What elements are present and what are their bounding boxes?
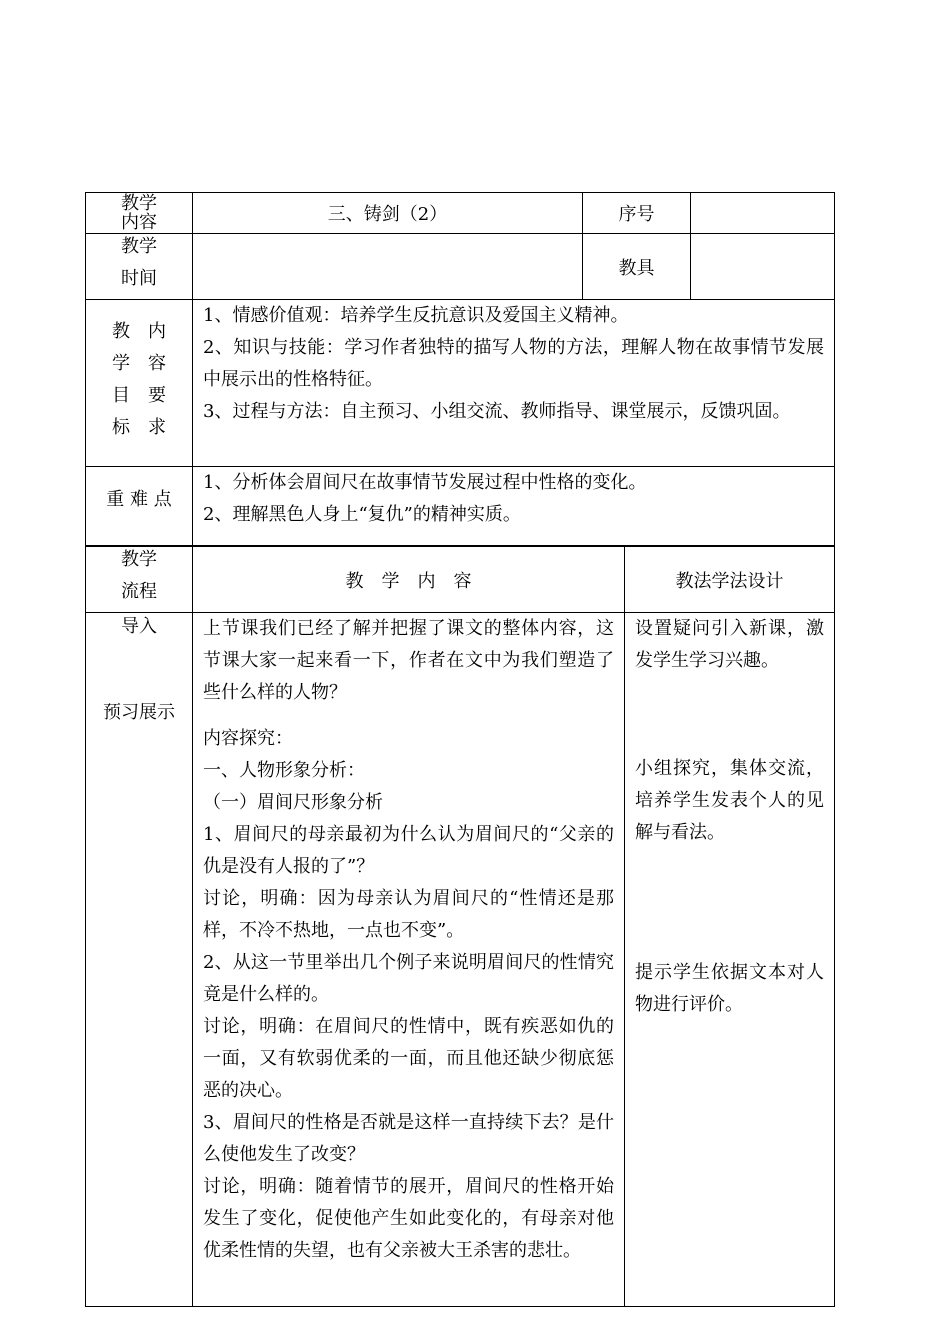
content-cell	[193, 613, 625, 1307]
paragraph-gap	[203, 709, 614, 723]
seq-value	[691, 193, 835, 234]
content-label-cell	[86, 193, 193, 234]
content-paragraph: （一）眉间尺形象分析	[203, 792, 383, 813]
method-note-2: 小组探究，集体交流，培养学生发表个人的见解与看法。	[635, 758, 824, 843]
stage-preview: 预习展示	[103, 702, 175, 723]
goals-label-cell	[86, 300, 193, 467]
goal-3: 3、过程与方法：自主预习、小组交流、教师指导、课堂展示，反馈巩固。	[203, 401, 791, 422]
content-paragraph: 讨论，明确：随着情节的展开，眉间尺的性格开始发生了变化，促使他产生如此变化的，有母亲对他优柔性情的失望，也有父亲被大王杀害的悲壮。	[203, 1176, 614, 1261]
content-paragraph: 讨论，明确：在眉间尺的性情中，既有疾恶如仇的一面，又有软弱优柔的一面，而且他还缺少彻底惩恶的决心。	[203, 1016, 614, 1101]
difficulty-2: 2、理解黑色人身上“复仇”的精神实质。	[203, 504, 521, 525]
goal-1: 1、情感价值观：培养学生反抗意识及爱国主义精神。	[203, 305, 629, 326]
time-value	[193, 234, 583, 300]
goals-col2-3: 求	[148, 417, 166, 438]
method-note-1: 设置疑问引入新课，激发学生学习兴趣。	[635, 618, 824, 671]
seq-label: 序号	[583, 193, 691, 234]
content-label: 教学内容	[121, 193, 157, 233]
method-cell	[625, 613, 835, 1307]
lesson-body-table	[85, 546, 835, 1307]
content-paragraph: 1、眉间尺的母亲最初为什么认为眉间尺的“父亲的仇是没有人报的了”？	[203, 824, 614, 877]
content-paragraph: 2、从这一节里举出几个例子来说明眉间尺的性情究竟是什么样的。	[203, 952, 614, 1005]
goals-col2-2: 要	[148, 385, 166, 406]
goals-col1-2: 目	[112, 385, 130, 406]
lesson-title: 三、铸剑（2）	[193, 193, 583, 234]
goals-col1-0: 教	[112, 321, 130, 342]
flow-label-cell	[86, 547, 193, 613]
content-paragraph: 内容探究：	[203, 728, 293, 749]
goal-2: 2、知识与技能：学习作者独特的描写人物的方法，理解人物在故事情节发展中展示出的性格特征。	[203, 337, 824, 390]
stage-intro: 导入	[121, 616, 157, 637]
stage-cell	[86, 613, 193, 1307]
method-note-3: 提示学生依据文本对人物进行评价。	[635, 962, 824, 1015]
time-label-1: 教学	[121, 235, 157, 257]
goals-col1-1: 学	[112, 353, 130, 374]
tools-value	[691, 234, 835, 300]
method-header: 教法学法设计	[625, 547, 835, 613]
flow-label-2: 流程	[121, 580, 157, 602]
content-paragraph: 3、眉间尺的性格是否就是这样一直持续下去？是什么使他发生了改变？	[203, 1112, 614, 1165]
lesson-header-table	[85, 192, 835, 546]
difficulty-cell	[193, 467, 835, 546]
difficulty-label: 重 难 点	[86, 467, 193, 546]
content-paragraph: 讨论，明确：因为母亲认为眉间尺的“性情还是那样，不冷不热地，一点也不变”。	[203, 888, 614, 941]
difficulty-1: 1、分析体会眉间尺在故事情节发展过程中性格的变化。	[203, 472, 647, 493]
goals-cell	[193, 300, 835, 467]
time-label-2: 时间	[121, 267, 157, 289]
content-header: 教 学 内 容	[193, 547, 625, 613]
time-label-cell	[86, 234, 193, 300]
tools-label: 教具	[583, 234, 691, 300]
content-paragraph: 上节课我们已经了解并把握了课文的整体内容，这节课大家一起来看一下，作者在文中为我们塑造了些什么样的人物？	[203, 618, 614, 703]
content-paragraph: 一、人物形象分析：	[203, 760, 365, 781]
flow-label-1: 教学	[121, 548, 157, 570]
goals-col2-1: 容	[148, 353, 166, 374]
goals-col2-0: 内	[148, 321, 166, 342]
goals-col1-3: 标	[112, 417, 130, 438]
